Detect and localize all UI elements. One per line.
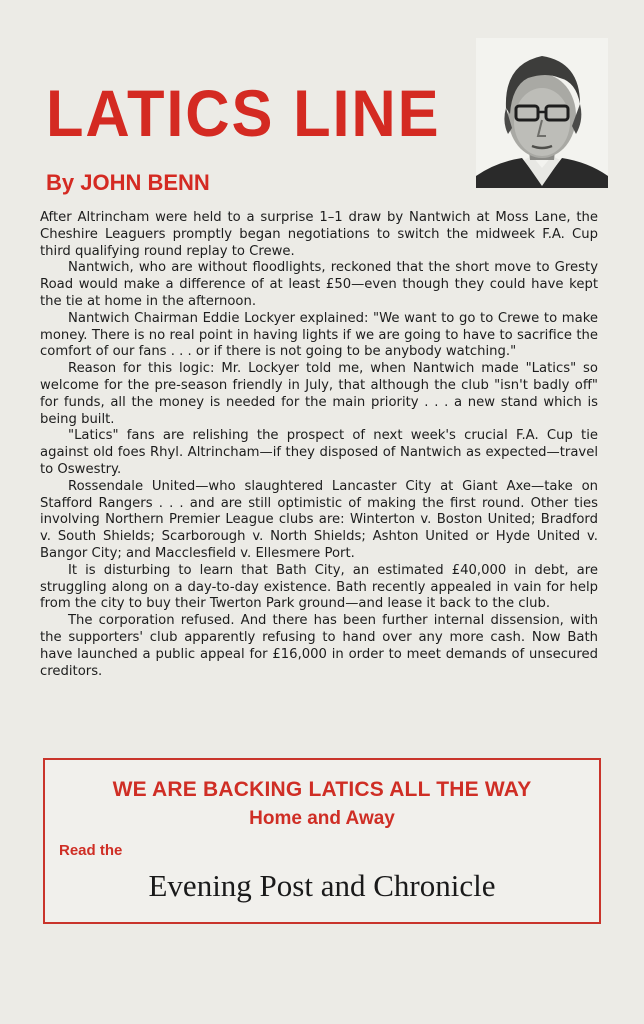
advert-subline: Home and Away [249,808,395,829]
article-paragraph: Reason for this logic: Mr. Lockyer told me, when Nantwich made "Latics" so welcome for the pre-season friendly in July, that although the club "isn't badly off" for funds, all the money is needed for the main priority . . . a new stand which is being built. [40,361,598,427]
article-paragraph: It is disturbing to learn that Bath City, an estimated £40,000 in debt, are struggling along on a day-to-day existence. Bath recently appealed in vain for help from the city to buy their Twerton Park ground—and lease it back to the club. [40,562,598,612]
article-body [40,210,598,680]
advert-newspaper-name: Evening Post and Chronicle [148,868,496,903]
column-title: LATICS LINE [46,76,441,150]
newspaper-advert [43,758,601,924]
article-paragraph: "Latics" fans are relishing the prospect of next week's crucial F.A. Cup tie against old foes Rhyl. Altrincham—if they disposed of Nantwich as expected—travel to Oswestry. [40,428,598,477]
author-byline: By JOHN BENN [46,170,210,195]
article-paragraph: Nantwich, who are without floodlights, reckoned that the short move to Gresty Road would make a difference of at least £50—even though they could have kept the tie at home in the afternoon. [40,260,598,309]
article-paragraph: Nantwich Chairman Eddie Lockyer explained: "We want to go to Crewe to make money. There is no real point in having lights if we are going to have to sacrifice the comfort of our fans . . . or if there is not going to be anybody watching." [40,310,598,360]
advert-headline: WE ARE BACKING LATICS ALL THE WAY [112,778,532,801]
article-paragraph: After Altrincham were held to a surprise 1–1 draw by Nantwich at Moss Lane, the Cheshire Leaguers promptly began negotiations to switch the midweek F.A. Cup third qualifying round replay to Crewe. [40,210,598,259]
author-portrait [476,38,608,188]
article-paragraph: The corporation refused. And there has been further internal dissension, with the supporters' club apparently refusing to hand over any more cash. Now Bath have launched a public appeal for £16,000 in order to meet demands of unsecured creditors. [40,613,598,679]
advert-read-label: Read the [59,842,123,859]
article-paragraph: Rossendale United—who slaughtered Lancaster City at Giant Axe—take on Stafford Rangers . . . and are still optimistic of making the first round. Other ties involving Northern Premier League clubs are: Winterton v. Boston United; Bradford v. South Shields; Scarborough v. North Shields; Ashton United or Hyde United v. Bangor City; and Macclesfield v. Ellesmere Port. [40,478,598,561]
